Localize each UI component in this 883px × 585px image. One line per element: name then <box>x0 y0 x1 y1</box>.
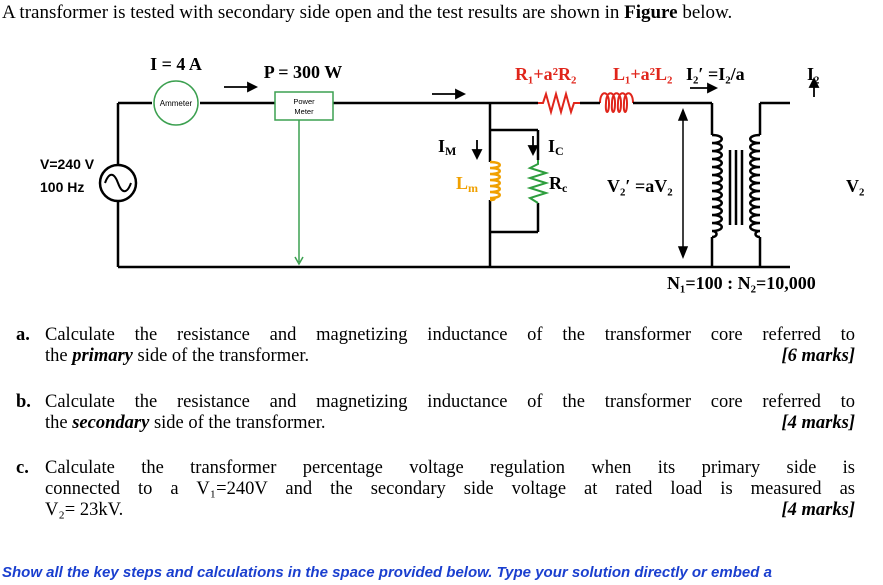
question-b-line1: Calculate the resistance and magnetizing inductance of the transformer core referred to <box>45 392 855 412</box>
current-label: I = 4 A <box>150 54 202 74</box>
question-a-line1: Calculate the resistance and magnetizing inductance of the transformer core referred to <box>45 325 855 345</box>
question-c-letter: c. <box>16 458 29 478</box>
core-resistor <box>530 160 546 203</box>
transformer-core <box>730 150 742 225</box>
question-a-letter: a. <box>16 325 30 345</box>
question-b-marks: [4 marks] <box>781 413 855 433</box>
transformer-primary-coil <box>712 135 722 237</box>
lm-label: Lm <box>456 173 479 195</box>
turns-ratio-label: N₁=100 : N₂=10,000 <box>667 273 816 293</box>
series-inductor <box>600 93 633 112</box>
i2-prime-arrow <box>708 84 716 92</box>
i2-prime-label: I₂′ =I₂/a <box>686 64 745 84</box>
instructions-footer: Show all the key steps and calculations in the space provided below. Type your solution directly or embed a <box>2 564 772 581</box>
question-c-line1: Calculate the transformer percentage voltage regulation when its primary side is <box>45 458 855 478</box>
rc-label: Rc <box>549 173 568 195</box>
v2-prime-label: V₂′ =aV₂ <box>607 176 673 196</box>
im-arrow <box>473 150 481 158</box>
question-c-line2: connected to a V₁=240V and the secondary side voltage at rated load is measured as <box>45 479 855 499</box>
question-c-marks: [4 marks] <box>781 500 855 520</box>
series-r-label: R₁+a²R₂ <box>515 64 577 84</box>
source-voltage-label: V=240 V <box>40 156 95 172</box>
question-a-line2: the primary side of the transformer. <box>45 346 310 366</box>
ac-source-icon <box>100 165 136 201</box>
series-resistor <box>538 94 580 112</box>
question-a-marks: [6 marks] <box>781 346 855 366</box>
power-meter-voltage-lead <box>295 120 303 264</box>
problem-intro: A transformer is tested with secondary side open and the test results are shown in Figure below. <box>2 2 733 23</box>
power-meter-label-1: Power <box>293 97 315 106</box>
question-b-line2: the secondary side of the transformer. <box>45 413 326 433</box>
v2-label: V₂ <box>846 176 865 196</box>
power-meter-label-2: Meter <box>294 107 314 116</box>
i2-label: I₂ <box>807 64 820 84</box>
ammeter-label: Ammeter <box>159 99 193 108</box>
transformer-secondary-coil <box>750 135 760 237</box>
magnetizing-inductor <box>490 162 500 200</box>
circuit-wires <box>118 103 790 267</box>
source-frequency-label: 100 Hz <box>40 179 85 195</box>
series-l-label: L₁+a²L₂ <box>613 64 673 84</box>
power-label: P = 300 W <box>263 62 343 82</box>
ic-arrow <box>529 146 537 154</box>
voltage-arrow <box>679 110 687 257</box>
ic-label: IC <box>548 136 564 158</box>
question-c-line3: V₂= 23kV. <box>45 500 124 520</box>
current-arrow-2 <box>456 90 464 98</box>
question-b-letter: b. <box>16 392 31 412</box>
im-label: IM <box>438 136 457 158</box>
current-arrow <box>248 83 256 91</box>
